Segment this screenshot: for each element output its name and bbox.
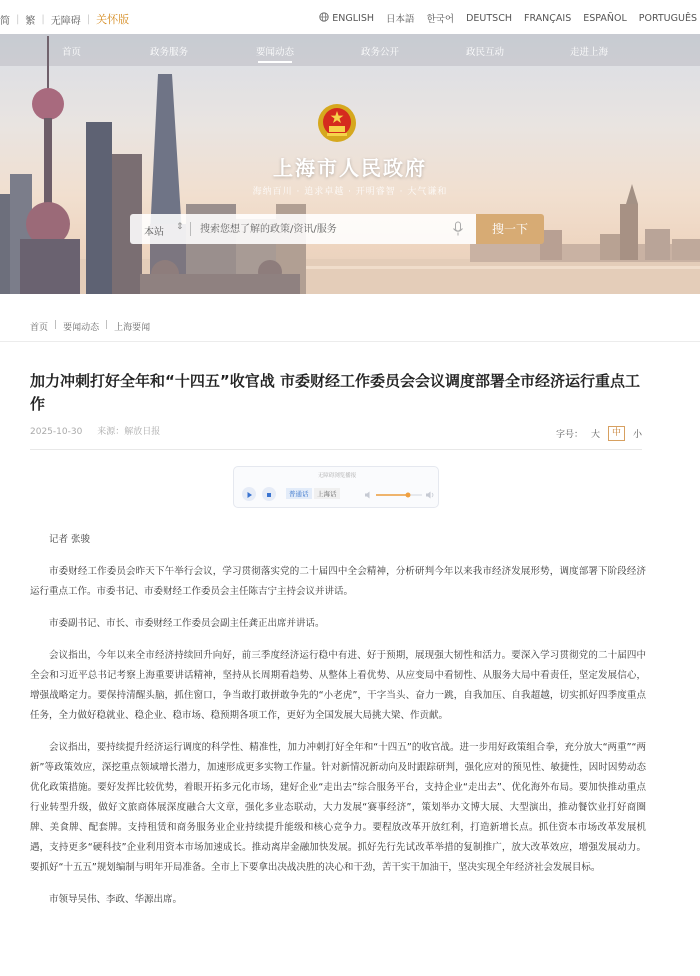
search-bar: [130, 214, 544, 244]
main-nav: [0, 34, 700, 66]
breadcrumb-news[interactable]: 要闻动态: [63, 323, 100, 333]
lang-portuguese[interactable]: PORTUGUÊS: [638, 12, 697, 24]
nav-news[interactable]: 要闻动态: [256, 44, 294, 58]
traditional-chinese-link[interactable]: 繁: [25, 15, 36, 27]
font-size-small[interactable]: 小: [632, 430, 642, 440]
chevron-updown-icon[interactable]: ⇕: [176, 222, 184, 232]
article-paragraph: 记者 张骏: [49, 534, 91, 545]
site-slogan: 海纳百川 · 追求卓越 · 开明睿智 · 大气谦和: [252, 187, 448, 197]
divider: |: [16, 13, 20, 25]
nav-services[interactable]: 政务服务: [150, 47, 189, 58]
lang-french[interactable]: FRANÇAIS: [523, 12, 572, 24]
site-title: 上海市人民政府: [273, 156, 427, 180]
nav-home[interactable]: 首页: [62, 47, 82, 58]
lang-spanish[interactable]: ESPAÑOL: [583, 12, 627, 24]
breadcrumb-home[interactable]: 首页: [30, 323, 49, 333]
microphone-icon[interactable]: [452, 221, 464, 237]
play-button[interactable]: [242, 487, 256, 501]
search-scope-select[interactable]: 本站: [144, 227, 164, 238]
search-input[interactable]: [200, 220, 440, 238]
national-emblem-icon: [316, 102, 358, 144]
article-source: 来源：解放日报: [97, 427, 161, 437]
globe-icon: [319, 12, 329, 22]
hero-banner: [0, 34, 700, 294]
article-paragraph: 会议指出，今年以来全市经济持续回升向好，前三季度经济运行稳中有进、好于预期，展现强大韧性和活力。要深入学习贯彻党的二十届四中全会和习近平总书记考察上海重要讲话精神，坚持从长周期看趋势、从整体上看优势、从应变局中看韧性、从服务大局中看责任，坚定发展信心，增强战略定力。要保持清醒头脑，抓住窗口，争当敢打敢拼敢争先的“小老虎”，干字当头、奋力一跳，自我加压、自我超越，切实抓好四季度重点任务，全力做好稳就业、稳企业、稳市场、稳预期各项工作，更好为全国发展大局挑大梁、作贡献。: [30, 650, 646, 721]
font-size-large[interactable]: 大: [590, 430, 600, 440]
article-meta: [30, 424, 172, 437]
font-size-medium[interactable]: 中: [608, 426, 625, 441]
article-body: [30, 530, 646, 922]
play-icon: [242, 488, 256, 502]
font-size-switcher: [556, 426, 642, 441]
player-title: 无障碍浏览播报: [317, 473, 357, 479]
article-paragraph: 市委财经工作委员会昨天下午举行会议，学习贯彻落实党的二十届四中全会精神，分析研判今年以来我市经济发展形势，调度部署下阶段经济运行重点工作。市委书记、市委财经工作委员会主任陈吉宁主持会议并讲话。: [30, 566, 646, 597]
divider: |: [54, 320, 58, 330]
article-date: 2025-10-30: [30, 427, 83, 437]
shanghainese-voice-option[interactable]: 上海话: [314, 488, 340, 499]
stop-button[interactable]: [262, 487, 276, 501]
mandarin-voice-option[interactable]: 普通话: [286, 488, 312, 499]
divider: [30, 449, 642, 450]
divider: |: [105, 320, 109, 330]
nav-explore-shanghai[interactable]: 走进上海: [570, 47, 609, 58]
article-paragraph: 市委副书记、市长、市委财经工作委员会副主任龚正出席并讲话。: [49, 618, 325, 629]
article-paragraph: 会议指出，要持续提升经济运行调度的科学性、精准性，加力冲刺打好全年和“十四五”的收官战。进一步用好政策组合拳，充分放大“两重”“两新”等政策效应，深挖重点领域增长潜力，加速形成更多实物工作量。针对新情况新动向及时跟踪研判，强化应对的预见性、敏捷性，因时因势动态优化政策措施。要好发挥比较优势，着眼开拓多元化市场，建好企业“走出去”综合服务平台，支持企业“走出去”、优化海外布局。要加快推动重点行业转型升级，做好文旅商体展深度融合大文章，强化多业态联动，大力发展“赛事经济”，策划举办文博大展、大型演出，推动餐饮业打好商圈牌、美食牌、配套牌。支持租赁和商务服务业企业持续提升能级和核心竞争力。要程放改革开放红利，打造新增长点。抓住资本市场改革发展机遇，支持更多“硬科技”企业利用资本市场加速成长。推动离岸金融加快发展。抓好先行先试改革举措的复制推广，放大改革效应，增强发展动力。要抓好“十五五”规划编制与明年开局准备。全市上下要拿出决战决胜的决心和干劲，苦干实干加油干，坚决实现全年经济社会发展目标。: [30, 742, 646, 873]
audio-player: [233, 466, 439, 508]
article-title: 加力冲刺打好全年和“十四五”收官战 市委财经工作委员会会议调度部署全市经济运行重点工作: [30, 372, 640, 413]
volume-low-icon: [365, 492, 370, 499]
divider: |: [86, 13, 91, 25]
breadcrumb-shanghai-news[interactable]: 上海要闻: [114, 323, 151, 333]
lang-japanese[interactable]: 日本語: [386, 14, 415, 25]
volume-slider[interactable]: [364, 489, 438, 501]
lang-german[interactable]: DEUTSCH: [466, 12, 512, 24]
volume-high-icon: [426, 492, 431, 499]
accessibility-link[interactable]: 无障碍: [50, 15, 81, 27]
top-utility-bar: [0, 0, 700, 34]
language-switcher: [307, 11, 697, 25]
breadcrumb: [30, 320, 150, 333]
divider: [190, 222, 191, 236]
divider: |: [41, 13, 45, 25]
divider: [0, 341, 700, 342]
search-button[interactable]: 搜一下: [476, 214, 544, 244]
nav-interaction[interactable]: 政民互动: [466, 47, 505, 58]
font-size-label: 字号：: [555, 430, 583, 440]
nav-openness[interactable]: 政务公开: [361, 47, 400, 58]
accessibility-links: [0, 11, 129, 27]
lang-label: ENGLISH: [332, 13, 375, 24]
lang-english[interactable]: [319, 12, 374, 24]
lang-korean[interactable]: 한국어: [426, 14, 455, 25]
article-paragraph: 市领导吴伟、李政、华源出席。: [49, 894, 183, 905]
volume-slider-handle: [406, 493, 411, 498]
stop-icon: [262, 488, 276, 502]
elderly-care-mode-link[interactable]: 关怀版: [96, 13, 130, 26]
simplified-chinese-link[interactable]: 简: [0, 15, 10, 27]
search-box: [130, 214, 476, 244]
